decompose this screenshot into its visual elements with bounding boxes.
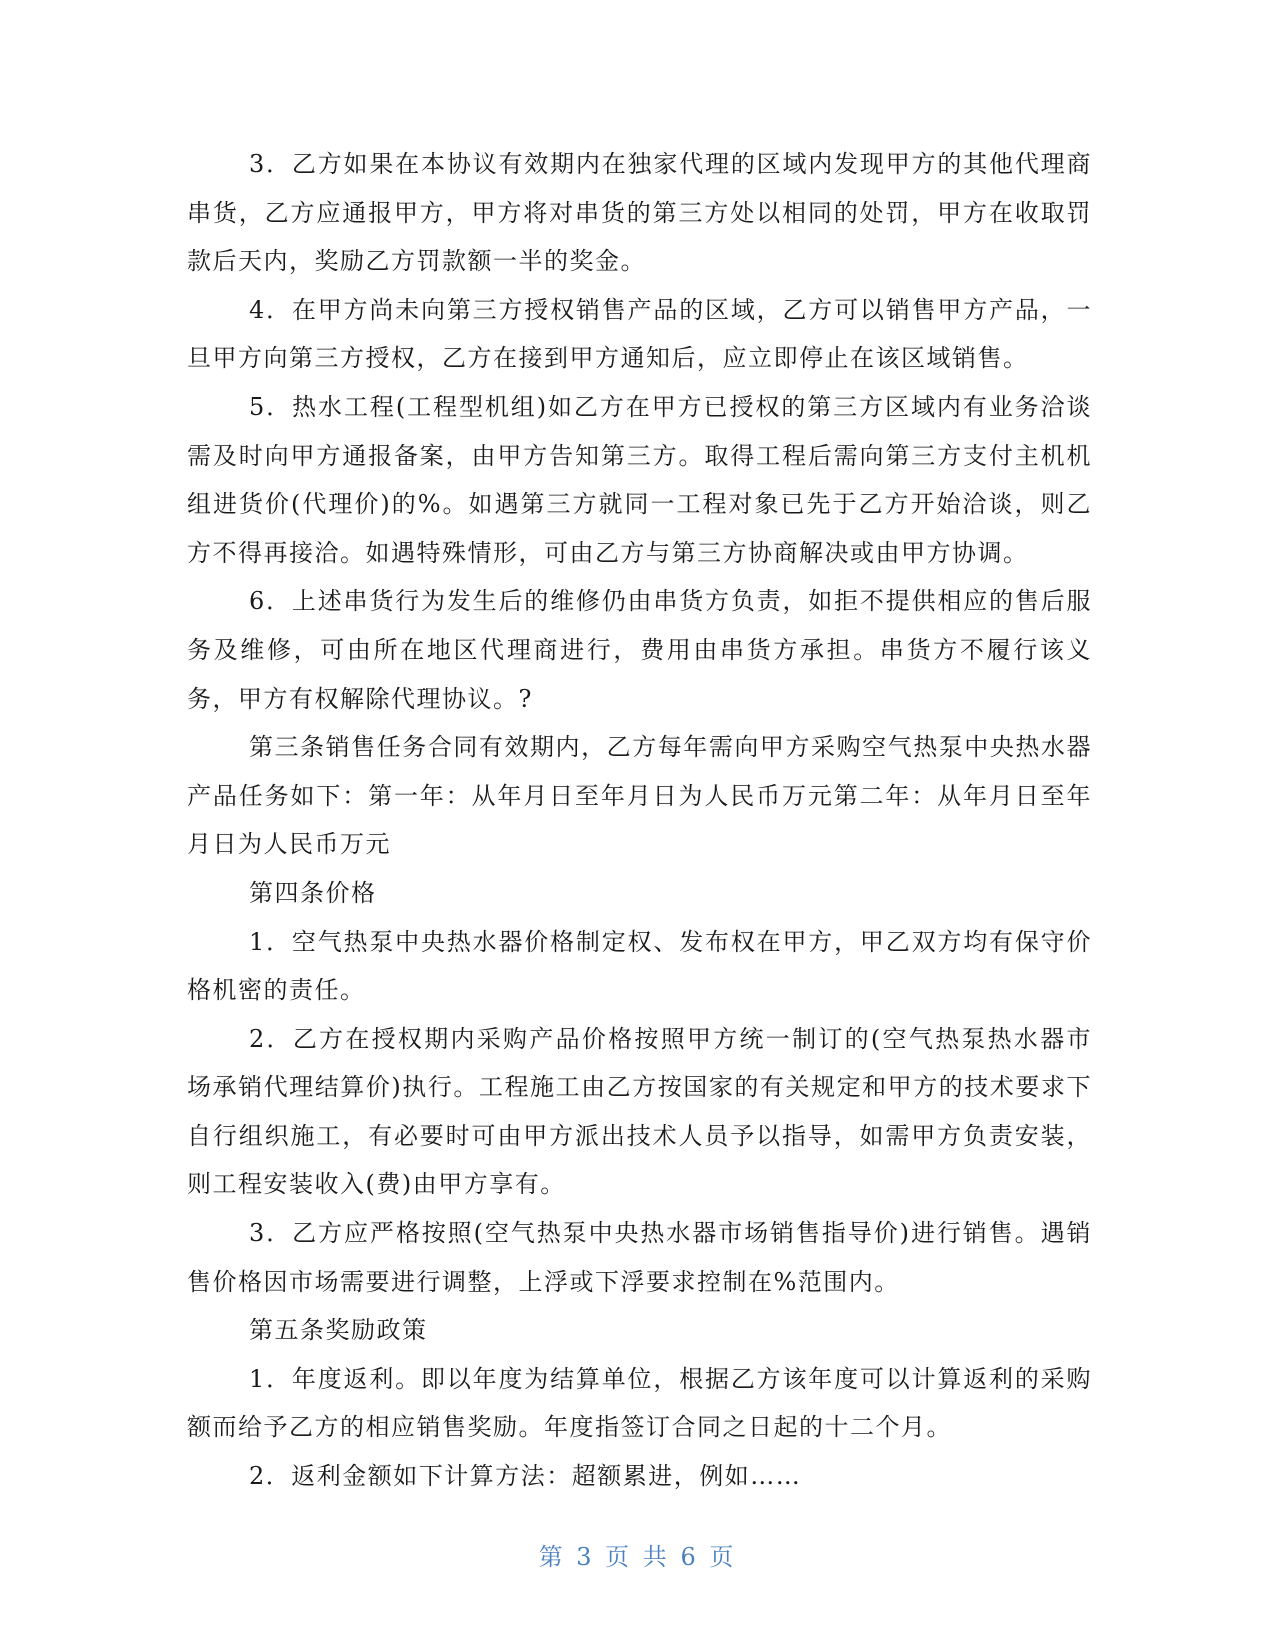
paragraph: 3．乙方应严格按照(空气热泵中央热水器市场销售指导价)进行销售。遇销售价格因市场需要进行调整，上浮或下浮要求控制在%范围内。 bbox=[187, 1219, 1092, 1296]
document-body bbox=[187, 140, 1092, 1501]
section-heading: 第五条奖励政策 bbox=[249, 1316, 428, 1345]
paragraph: 1．空气热泵中央热水器价格制定权、发布权在甲方，甲乙双方均有保守价格机密的责任。 bbox=[187, 927, 1092, 1005]
section-heading: 第四条价格 bbox=[249, 878, 377, 907]
paragraph: 第三条销售任务合同有效期内，乙方每年需向甲方采购空气热泵中央热水器产品任务如下：第一年：从年月日至年月日为人民币万元第二年：从年月日至年月日为人民币万元 bbox=[187, 733, 1092, 859]
paragraph: 2．乙方在授权期内采购产品价格按照甲方统一制订的(空气热泵热水器市场承销代理结算价)执行。工程施工由乙方按国家的有关规定和甲方的技术要求下自行组织施工，有必要时可由甲方派出技术人员予以指导，如需甲方负责安装，则工程安装收入(费)由甲方享有。 bbox=[187, 1024, 1092, 1199]
paragraph: 6．上述串货行为发生后的维修仍由串货方负责，如拒不提供相应的售后服务及维修，可由所在地区代理商进行，费用由串货方承担。串货方不履行该义务，甲方有权解除代理协议。? bbox=[187, 587, 1092, 713]
paragraph: 2．返利金额如下计算方法：超额累进，例如…… bbox=[249, 1462, 802, 1491]
page-number-footer: 第 3 页 共 6 页 bbox=[538, 1543, 737, 1571]
paragraph: 3．乙方如果在本协议有效期内在独家代理的区域内发现甲方的其他代理商串货，乙方应通报甲方，甲方将对串货的第三方处以相同的处罚，甲方在收取罚款后天内，奖励乙方罚款额一半的奖金。 bbox=[187, 150, 1092, 276]
paragraph: 1．年度返利。即以年度为结算单位，根据乙方该年度可以计算返利的采购额而给予乙方的相应销售奖励。年度指签订合同之日起的十二个月。 bbox=[187, 1364, 1092, 1442]
paragraph: 4．在甲方尚未向第三方授权销售产品的区域，乙方可以销售甲方产品，一旦甲方向第三方授权，乙方在接到甲方通知后，应立即停止在该区域销售。 bbox=[187, 295, 1092, 373]
paragraph: 5．热水工程(工程型机组)如乙方在甲方已授权的第三方区域内有业务洽谈需及时向甲方通报备案，由甲方告知第三方。取得工程后需向第三方支付主机机组进货价(代理价)的%。如遇第三方就同一工程对象已先于乙方开始洽谈，则乙方不得再接洽。如遇特殊情形，可由乙方与第三方协商解决或由甲方协调。 bbox=[187, 392, 1092, 567]
